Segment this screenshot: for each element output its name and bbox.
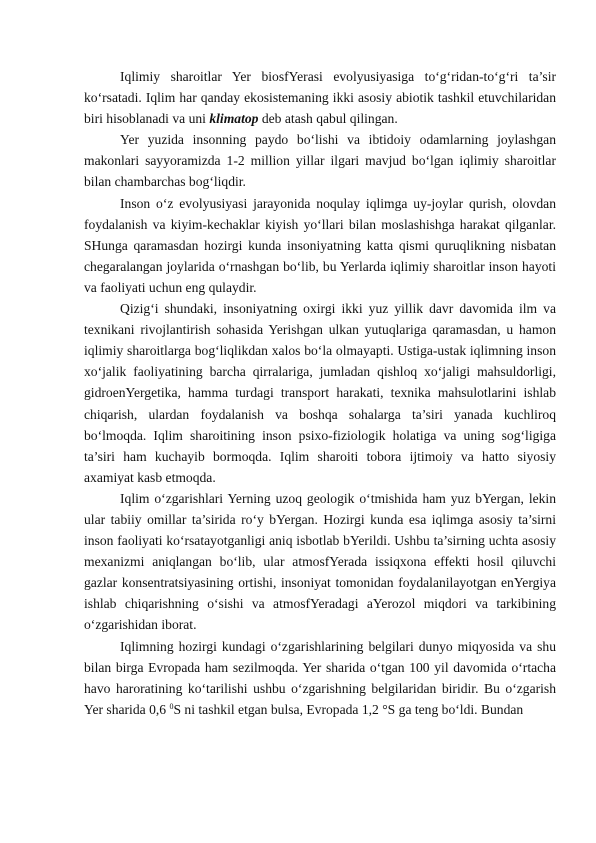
document-page [84,66,556,720]
paragraph-3: Inson o‘z evolyusiyasi jarayonida noqulay iqlimga uy-joylar qurish, olovdan foydalanish va kiyim-kechaklar kiyish yo‘llari bilan moslashishga harakat qilganlar. SHunga qaramasdan hozirgi kunda insoniyatning katta qismi quruqlikning nisbatan chegaralangan joylarida o‘rnashgan bo‘lib, bu Yerlarda iqlimiy sharoitlar inson hayoti va faoliyati uchun eng qulaydir. [84,195,556,295]
paragraph-6-text-end: S ni tashkil etgan bulsa, Evropada 1,2 °S ga teng bo‘ldi. Bundan [173,701,524,717]
paragraph-6 [84,636,556,720]
klimatop-term: klimatop [209,111,259,127]
paragraph-1-text: Iqlimiy sharoitlar Yer biosfYerasi evolyusiyasiga to‘g‘ridan-to‘g‘ri ta’sir ko‘rsatadi. Iqlim har qanday ekosistemaning ikki asosiy abiotik tashkil etuvchilaridan biri hisoblanadi va uni [84,69,556,127]
paragraph-5: Iqlim o‘zgarishlari Yerning uzoq geologik o‘tmishida ham yuz bYergan, lekin ular tabiiy omillar ta’sirida ro‘y bYergan. Hozirgi kunda esa iqlimga asosiy ta’sirni inson faoliyati ko‘rsatayotganligi aniq isbotlab bYerildi. Ushbu ta’sirning uchta asosiy mexanizmi aniqlangan bo‘lib, ular atmosfYerada issiqxona effekti hosil qiluvchi gazlar konsentratsiyasining ortishi, insoniyat tomonidan foydalanilayotgan enYergiya ishlab chiqarishning o‘sishi va atmosfYeradagi aYerozol miqdori va tarkibining o‘zgarishidan iborat. [84,490,556,633]
paragraph-2: Yer yuzida insonning paydo bo‘lishi va ibtidoiy odamlarning joylashgan makonlari sayyoramizda 1-2 million yillar ilgari mavjud bo‘lgan iqlimiy sharoitlar bilan chambarchas bog‘liqdir. [84,132,556,190]
paragraph-1 [84,66,556,129]
paragraph-1-text-end: deb atash qabul qilingan. [258,111,398,127]
paragraph-4: Qizig‘i shundaki, insoniyatning oxirgi ikki yuz yillik davr davomida ilm va texnikani rivojlantirish sohasida Yerishgan ulkan yutuqlariga qaramasdan, u hamon iqlimiy sharoitlarga bog‘liqlikdan xalos bo‘la olmayapti. Ustiga-ustak iqlimning inson xo‘jalik faoliyatining barcha qirralariga, jumladan qishloq xo‘jaligi mahsuldorligi, gidroenYergetika, hamma turdagi transport harakati, texnika mahsulotlarini ishlab chiqarish, ulardan foydalanish va boshqa sohalarga ta’siri yanada kuchliroq bo‘lmoqda. Iqlim sharoitining inson psixo-fiziologik holatiga va uning sog‘ligiga ta’siri ham kuchayib bormoqda. Iqlim sharoiti tobora ijtimoiy va hatto siyosiy axamiyat kasb etmoqda. [84,301,556,485]
paragraph-6-text: Iqlimning hozirgi kundagi o‘zgarishlarining belgilari dunyo miqyosida va shu bilan birga Evropada ham sezilmoqda. Yer sharida o‘tgan 100 yil davomida o‘rtacha havo haroratining ko‘tarilishi ushbu o‘zgarishning belgilaridan biridir. Bu o‘zgarish Yer sharida 0,6 [84,638,556,717]
degree-superscript: 0 [169,701,174,711]
